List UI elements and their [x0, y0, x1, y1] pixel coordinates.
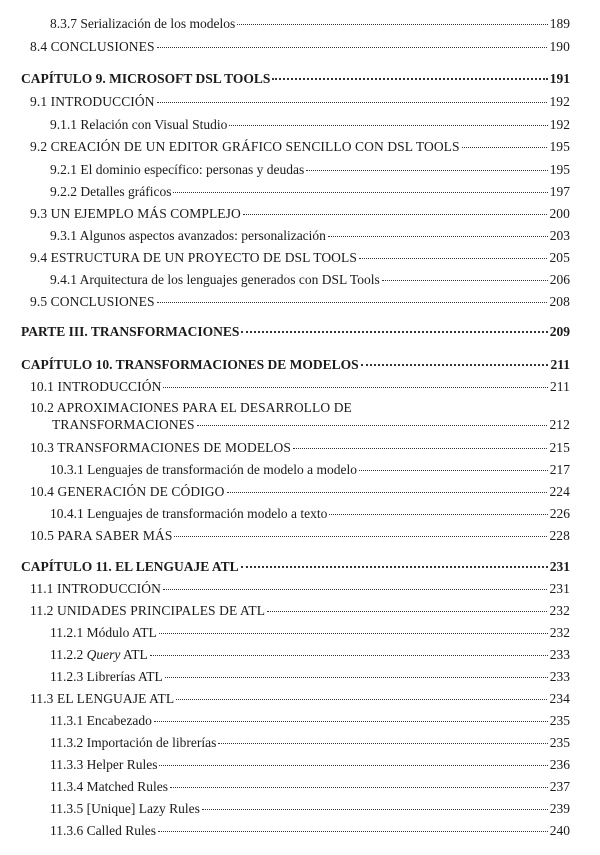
toc-entry[interactable]: [50, 273, 570, 287]
toc-entry[interactable]: [30, 140, 570, 154]
toc-entry-label-line1[interactable]: 10.2 APROXIMACIONES PARA EL DESARROLLO DE: [30, 400, 352, 415]
toc-entry[interactable]: [50, 780, 570, 794]
toc-entry-page: 208: [549, 294, 570, 309]
toc-entry[interactable]: [50, 229, 570, 243]
toc-entry-page: 206: [549, 272, 570, 287]
toc-entry-label: [50, 648, 148, 662]
dot-leader: [157, 47, 548, 48]
dot-leader: [306, 170, 548, 171]
dot-leader: [218, 743, 547, 744]
dot-leader: [157, 302, 548, 303]
toc-entry[interactable]: [50, 17, 570, 31]
dot-leader: [174, 536, 547, 537]
toc-entry[interactable]: [30, 582, 570, 596]
toc-chapter-entry[interactable]: [21, 560, 570, 574]
toc-entry-page: 228: [549, 528, 570, 543]
toc-entry-label-prefix: 11.2.2: [50, 647, 87, 662]
dot-leader: [328, 236, 548, 237]
toc-entry-page: 197: [549, 184, 570, 199]
toc-entry[interactable]: [30, 207, 570, 221]
dot-leader: [158, 831, 548, 832]
toc-entry[interactable]: [30, 529, 570, 543]
toc-entry-page: 236: [549, 757, 570, 772]
toc-entry-label: 10.4 GENERACIÓN DE CÓDIGO: [30, 484, 225, 499]
toc-entry-page: 212: [549, 417, 570, 432]
toc-entry-label: 11.3.5 [Unique] Lazy Rules: [50, 801, 200, 816]
toc-entry[interactable]: [50, 802, 570, 816]
toc-entry[interactable]: [50, 736, 570, 750]
toc-chapter-entry[interactable]: [21, 358, 570, 372]
toc-entry[interactable]: [50, 714, 570, 728]
dot-leader: [229, 125, 547, 126]
toc-chapter-label: CAPÍTULO 9. MICROSOFT DSL TOOLS: [21, 71, 271, 86]
toc-entry-label: 11.3 EL LENGUAJE ATL: [30, 691, 175, 706]
dot-leader: [197, 425, 548, 426]
dot-leader: [359, 470, 548, 471]
toc-entry-page: 209: [549, 324, 570, 339]
toc-entry-page: 190: [549, 39, 570, 54]
dot-leader: [382, 280, 548, 281]
dot-leader: [163, 589, 547, 590]
toc-entry-page: 195: [549, 139, 570, 154]
toc-entry[interactable]: [30, 251, 570, 265]
toc-entry[interactable]: [50, 670, 570, 684]
toc-entry-page: 231: [549, 581, 570, 596]
toc-entry-label-suffix: ATL: [120, 647, 148, 662]
toc-entry-label: 10.3 TRANSFORMACIONES DE MODELOS: [30, 440, 291, 455]
toc-entry-label: 10.3.1 Lenguajes de transformación de modelo a modelo: [50, 462, 358, 477]
toc-entry-label: 11.3.3 Helper Rules: [50, 757, 158, 772]
toc-chapter-label: CAPÍTULO 10. TRANSFORMACIONES DE MODELOS: [21, 357, 359, 372]
toc-entry-label: 9.5 CONCLUSIONES: [30, 294, 155, 309]
toc-entry-page: 240: [549, 823, 570, 838]
toc-chapter-label: CAPÍTULO 11. EL LENGUAJE ATL: [21, 559, 239, 574]
toc-entry-label: 8.4 CONCLUSIONES: [30, 39, 155, 54]
toc-entry-page: 233: [549, 647, 570, 662]
toc-entry-label: 9.2.2 Detalles gráficos: [50, 184, 172, 199]
toc-entry-label: 9.2 CREACIÓN DE UN EDITOR GRÁFICO SENCILLO CON DSL TOOLS: [30, 139, 460, 154]
dot-leader: [241, 331, 547, 333]
toc-entry-label: 9.3 UN EJEMPLO MÁS COMPLEJO: [30, 206, 241, 221]
toc-entry-label: 9.1 INTRODUCCIÓN: [30, 94, 155, 109]
toc-entry-page: 205: [549, 250, 570, 265]
dot-leader: [202, 809, 548, 810]
toc-entry-label: 11.2.1 Módulo ATL: [50, 625, 157, 640]
toc-entry[interactable]: [50, 507, 570, 521]
toc-entry-page: 231: [549, 559, 570, 574]
dot-leader: [293, 448, 547, 449]
toc-entry-page: 239: [549, 801, 570, 816]
toc-entry-page: 233: [549, 669, 570, 684]
dot-leader: [359, 258, 547, 259]
toc-entry[interactable]: [30, 441, 570, 455]
dot-leader: [227, 492, 548, 493]
dot-leader: [154, 721, 548, 722]
toc-entry-page: 224: [549, 484, 570, 499]
toc-entry-page: 195: [549, 162, 570, 177]
dot-leader: [159, 633, 548, 634]
toc-entry-label-line2: TRANSFORMACIONES: [52, 417, 195, 432]
toc-entry-label: 10.1 INTRODUCCIÓN: [30, 379, 162, 394]
toc-entry[interactable]: [30, 692, 570, 706]
toc-entry-page: 226: [549, 506, 570, 521]
dot-leader: [157, 102, 548, 103]
toc-entry[interactable]: [50, 118, 570, 132]
dot-leader: [243, 214, 548, 215]
toc-entry-page: 192: [549, 117, 570, 132]
toc-entry-label: 11.3.6 Called Rules: [50, 823, 156, 838]
toc-entry[interactable]: [30, 380, 570, 394]
toc-entry-page: 192: [549, 94, 570, 109]
toc-entry-label: 11.1 INTRODUCCIÓN: [30, 581, 161, 596]
toc-entry[interactable]: [30, 295, 570, 309]
toc-entry-label: 10.4.1 Lenguajes de transformación modelo a texto: [50, 506, 328, 521]
toc-entry[interactable]: [30, 95, 570, 109]
toc-entry-label: 10.5 PARA SABER MÁS: [30, 528, 173, 543]
dot-leader: [159, 765, 547, 766]
toc-entry[interactable]: [50, 648, 570, 662]
toc-part-entry[interactable]: [21, 325, 570, 339]
toc-entry-label: 11.3.1 Encabezado: [50, 713, 152, 728]
dot-leader: [165, 677, 548, 678]
toc-entry-label: 9.1.1 Relación con Visual Studio: [50, 117, 228, 132]
dot-leader: [237, 24, 548, 25]
toc-entry-page: 211: [550, 357, 570, 372]
toc-entry[interactable]: [52, 418, 570, 432]
dot-leader: [361, 364, 549, 366]
toc-entry-label: 11.3.4 Matched Rules: [50, 779, 168, 794]
toc-entry-page: 200: [549, 206, 570, 221]
dot-leader: [176, 699, 547, 700]
dot-leader: [241, 566, 548, 568]
toc-entry-page: 203: [549, 228, 570, 243]
dot-leader: [170, 787, 548, 788]
toc-entry[interactable]: [30, 485, 570, 499]
toc-entry[interactable]: [50, 758, 570, 772]
toc-entry[interactable]: [50, 463, 570, 477]
dot-leader: [163, 387, 547, 388]
toc-entry[interactable]: [50, 824, 570, 838]
dot-leader: [173, 192, 547, 193]
toc-entry-page: 191: [549, 71, 570, 86]
toc-entry-page: 237: [549, 779, 570, 794]
toc-chapter-entry[interactable]: [21, 72, 570, 86]
toc-entry-page: 217: [549, 462, 570, 477]
toc-entry-label: 11.2 UNIDADES PRINCIPALES DE ATL: [30, 603, 266, 618]
dot-leader: [329, 514, 547, 515]
toc-entry[interactable]: [50, 185, 570, 199]
toc-entry-label: 11.2.3 Librerías ATL: [50, 669, 163, 684]
dot-leader: [272, 78, 547, 80]
toc-entry-page: 235: [549, 713, 570, 728]
dot-leader: [462, 147, 548, 148]
dot-leader: [267, 611, 547, 612]
toc-entry[interactable]: [30, 604, 570, 618]
toc-entry-label: 11.3.2 Importación de librerías: [50, 735, 217, 750]
toc-entry-page: 234: [549, 691, 570, 706]
toc-entry-page: 232: [549, 625, 570, 640]
toc-entry-label: 8.3.7 Serialización de los modelos: [50, 16, 236, 31]
toc-entry-page: 215: [549, 440, 570, 455]
toc-entry-label: 9.4.1 Arquitectura de los lenguajes generados con DSL Tools: [50, 272, 380, 287]
toc-entry-page: 189: [549, 16, 570, 31]
dot-leader: [150, 655, 548, 656]
toc-entry-label: 9.4 ESTRUCTURA DE UN PROYECTO DE DSL TOOLS: [30, 250, 357, 265]
toc-entry-page: 235: [549, 735, 570, 750]
toc-part-label: PARTE III. TRANSFORMACIONES: [21, 324, 240, 339]
toc-entry-label: 9.2.1 El dominio específico: personas y deudas: [50, 162, 305, 177]
toc-entry-page: 211: [549, 379, 570, 394]
toc-entry-page: 232: [549, 603, 570, 618]
toc-entry[interactable]: [50, 626, 570, 640]
toc-entry-label-italic: Query: [86, 647, 121, 662]
toc-entry-label: 9.3.1 Algunos aspectos avanzados: personalización: [50, 228, 326, 243]
toc-entry[interactable]: [30, 40, 570, 54]
toc-entry[interactable]: [50, 163, 570, 177]
